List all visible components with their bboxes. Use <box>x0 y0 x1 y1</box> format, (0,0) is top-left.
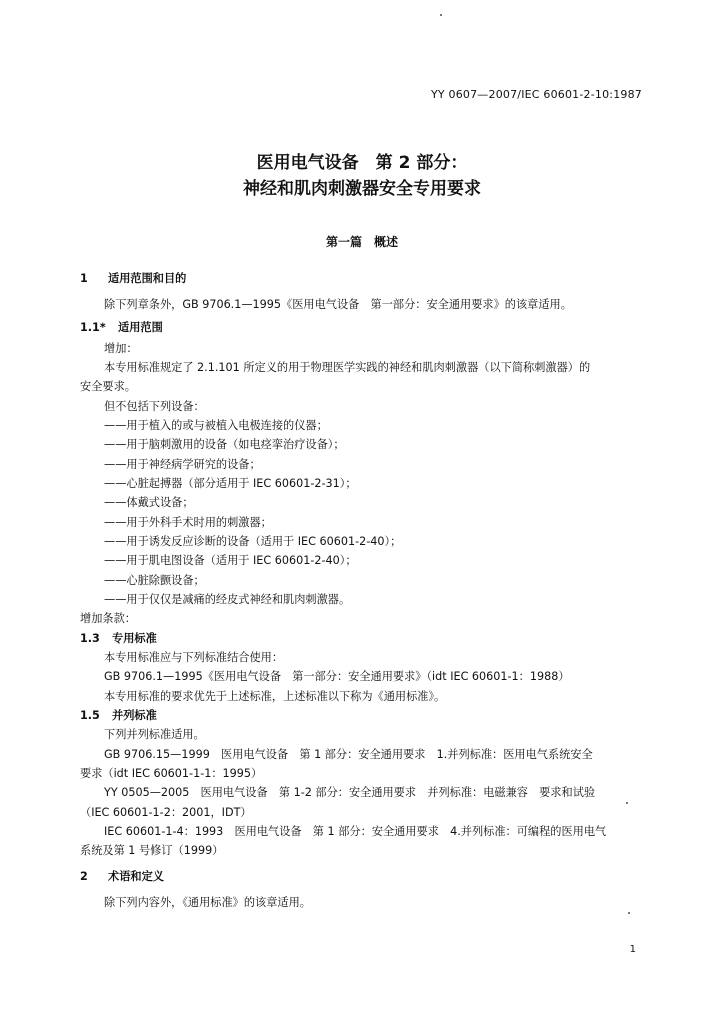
list-item: ——用于神经病学研究的设备； <box>104 458 261 471</box>
body-line: 本专用标准的要求优先于上述标准，上述标准以下称为《通用标准》。 <box>104 690 446 703</box>
section-heading <box>80 709 157 723</box>
body-line: （IEC 60601-1-2：2001，IDT） <box>80 806 252 819</box>
body-line: 除下列内容外，《通用标准》的该章适用。 <box>104 896 311 909</box>
standard-code: YY 0607—2007/IEC 60601-2-10:1987 <box>430 88 642 101</box>
section-title: 适用范围和目的 <box>108 272 187 285</box>
section-number: 2 <box>80 870 88 883</box>
body-line: 增加条款： <box>80 612 136 625</box>
list-item: ——用于诱发反应诊断的设备（适用于 IEC 60601-2-40）； <box>104 535 402 548</box>
section-number: 1.3 <box>80 632 100 645</box>
body-line: IEC 60601-1-4：1993 医用电气设备 第 1 部分：安全通用要求 4.并列标准：可编程的医用电气 <box>104 825 607 838</box>
body-line: 增加： <box>104 342 138 355</box>
scan-speck <box>628 912 630 914</box>
list-item: ——心脏除颤设备； <box>104 574 205 587</box>
part-heading: 第一篇 概述 <box>325 235 398 249</box>
page-number: 1 <box>629 944 636 955</box>
list-item: ——心脏起搏器（部分适用于 IEC 60601-2-31）； <box>104 477 357 490</box>
section-heading <box>80 632 157 646</box>
list-item: ——用于仅仅是减痛的经皮式神经和肌肉刺激器。 <box>104 593 351 606</box>
body-line: 要求（idt IEC 60601-1-1：1995） <box>80 767 263 780</box>
list-item: ——用于植入的或与被植入电极连接的仪器； <box>104 419 328 432</box>
section-title: 适用范围 <box>118 321 163 334</box>
body-line: YY 0505—2005 医用电气设备 第 1-2 部分：安全通用要求 并列标准：电磁兼容 要求和试验 <box>104 786 596 799</box>
list-item: ——体戴式设备； <box>104 496 194 509</box>
body-line: 但不包括下列设备： <box>104 400 205 413</box>
document-title-line1: 医用电气设备 第 2 部分： <box>256 153 468 173</box>
body-line: 下列并列标准适用。 <box>104 728 205 741</box>
list-item: ——用于外科手术时用的刺激器； <box>104 516 272 529</box>
body-line: 除下列章条外，GB 9706.1—1995《医用电气设备 第一部分：安全通用要求》的该章适用。 <box>104 298 572 311</box>
section-title: 专用标准 <box>112 632 157 645</box>
section-heading <box>80 321 163 335</box>
body-line: 系统及第 1 号修订（1999） <box>80 844 224 857</box>
section-title: 术语和定义 <box>108 870 164 883</box>
section-title: 并列标准 <box>112 709 157 722</box>
section-heading <box>80 272 186 286</box>
section-heading <box>80 870 164 884</box>
scan-speck <box>626 802 628 804</box>
body-line: GB 9706.1—1995《医用电气设备 第一部分：安全通用要求》（idt IEC 60601-1：1988） <box>104 670 570 683</box>
scan-speck <box>440 14 442 16</box>
body-line: 安全要求。 <box>80 380 136 393</box>
body-line: 本专用标准应与下列标准结合使用： <box>104 651 284 664</box>
document-title-line2: 神经和肌肉刺激器安全专用要求 <box>243 179 481 199</box>
list-item: ——用于肌电图设备（适用于 IEC 60601-2-40）； <box>104 554 357 567</box>
section-number: 1 <box>80 272 88 285</box>
section-number: 1.1* <box>80 321 106 334</box>
body-line: GB 9706.15—1999 医用电气设备 第 1 部分：安全通用要求 1.并列标准：医用电气系统安全 <box>104 748 593 761</box>
list-item: ——用于脑刺激用的设备（如电痉挛治疗设备）； <box>104 438 345 451</box>
body-line: 本专用标准规定了 2.1.101 所定义的用于物理医学实践的神经和肌肉刺激器（以下简称刺激器）的 <box>104 361 591 374</box>
section-number: 1.5 <box>80 709 100 722</box>
